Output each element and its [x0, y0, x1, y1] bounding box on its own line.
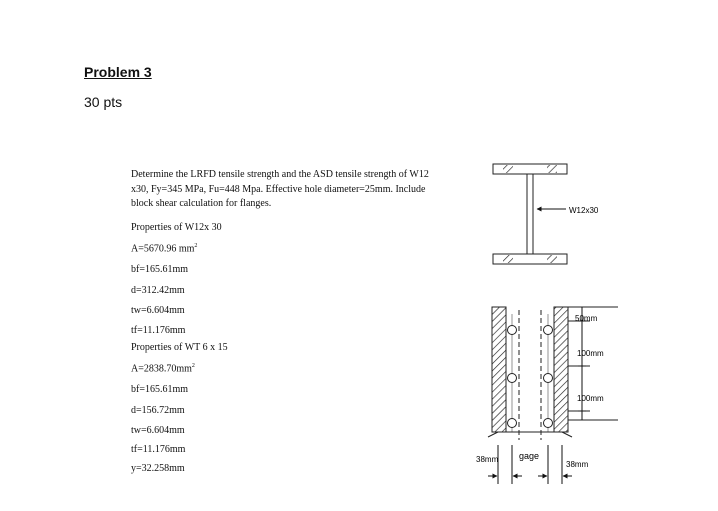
- w12-d: d=312.42mm: [131, 285, 185, 296]
- wt-area-value: A=2838.70mm: [131, 363, 192, 375]
- wt-bf: bf=165.61mm: [131, 384, 189, 395]
- w12-area-value: A=5670.96 mm: [131, 243, 195, 255]
- problem-points: 30 pts: [84, 94, 123, 110]
- problem-statement: Determine the LRFD tensile strength and the ASD tensile strength of W12 x30, Fy=345 MPa, Fu=448 Mpa. Effective hole diameter=25mm. Include block shear calculation for flanges.: [131, 169, 429, 209]
- wt-area-exponent: 2: [191, 363, 195, 369]
- edge-distance-left: 38mm: [476, 455, 499, 464]
- dim-top-label: 50mm: [575, 314, 598, 323]
- gage-label: gage: [519, 451, 540, 461]
- problem-heading: Problem 3: [84, 64, 152, 80]
- w12-bf: bf=165.61mm: [131, 264, 189, 275]
- bolt-hole: [544, 326, 553, 335]
- bolt-hole: [544, 419, 553, 428]
- bolt-hole: [508, 326, 517, 335]
- bolt-holes: [508, 326, 553, 428]
- dim-bottom-label: 100mm: [577, 394, 604, 403]
- vertical-dimension-line: [578, 307, 586, 420]
- w12-tw: tw=6.604mm: [131, 305, 185, 316]
- w12-properties-title: Properties of W12x 30: [131, 222, 222, 233]
- w-section-drawing: [493, 164, 567, 264]
- w12-tf: tf=11.176mm: [131, 325, 186, 336]
- wt-tf: tf=11.176mm: [131, 444, 186, 455]
- plan-view-drawing: [488, 307, 618, 440]
- w12-area-exponent: 2: [194, 243, 198, 249]
- bolt-hole: [508, 419, 517, 428]
- wt-d: d=156.72mm: [131, 405, 185, 416]
- section-label: W12x30: [569, 206, 599, 215]
- dim-middle-label: 100mm: [577, 349, 604, 358]
- bolt-hole: [544, 374, 553, 383]
- edge-distance-right: 38mm: [566, 460, 589, 469]
- wt-tw: tw=6.604mm: [131, 425, 185, 436]
- bolt-hole: [508, 374, 517, 383]
- wt-y: y=32.258mm: [131, 463, 185, 474]
- wt-properties-title: Properties of WT 6 x 15: [131, 342, 228, 353]
